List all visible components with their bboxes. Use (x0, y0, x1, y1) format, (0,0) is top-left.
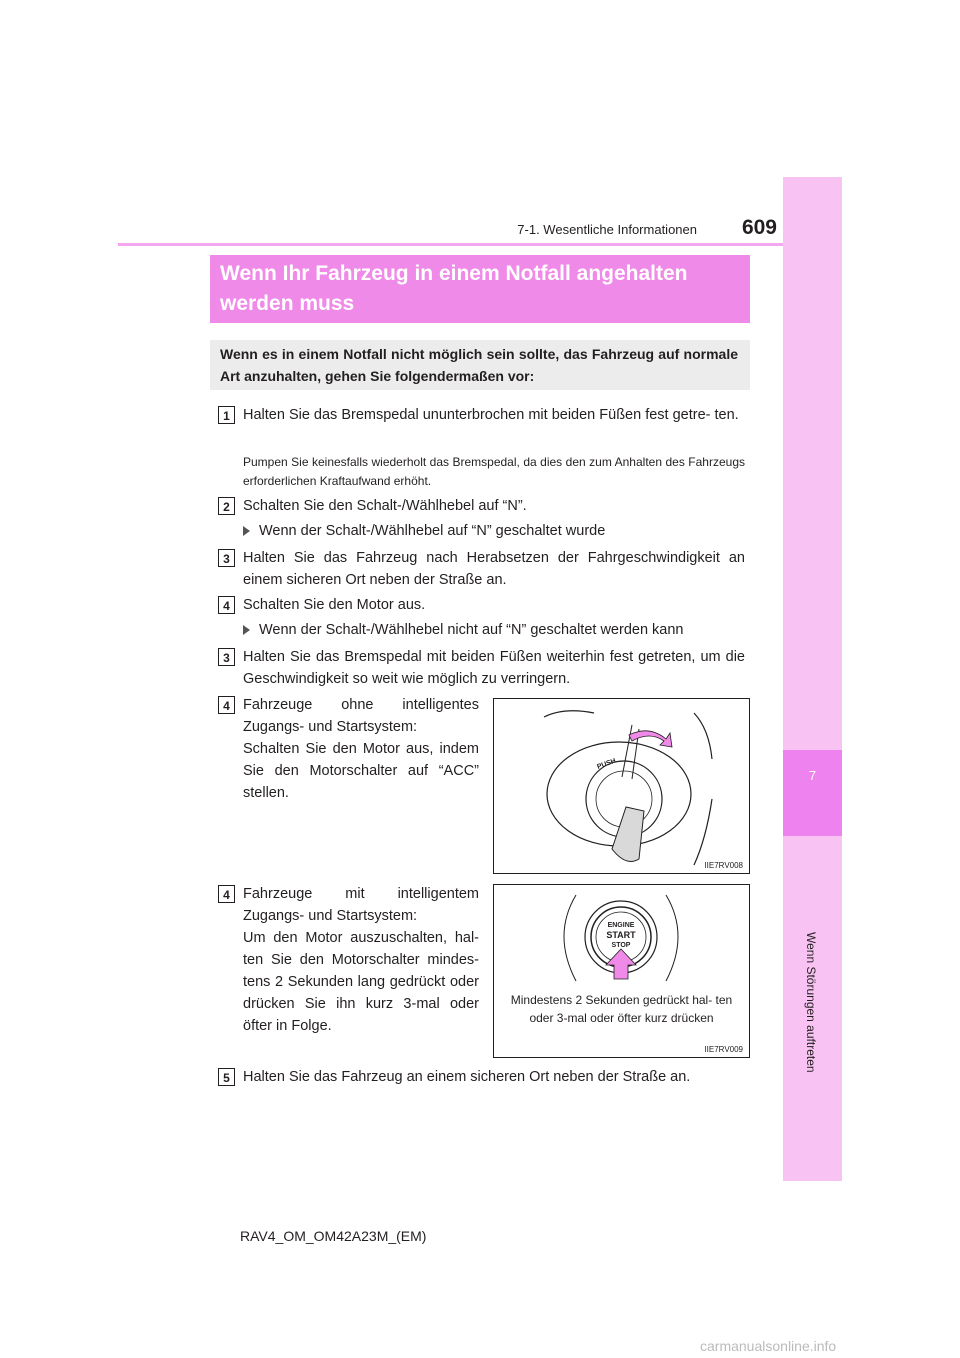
step-number: 3 (218, 549, 235, 567)
chapter-title: Wenn Störungen auftreten (804, 932, 818, 1073)
step-text: Halten Sie das Fahrzeug an einem sicheren Ort neben der Straße an. (243, 1069, 691, 1085)
triangle-bullet-icon (243, 625, 250, 635)
step-number: 2 (218, 497, 235, 515)
step-note: Pumpen Sie keinesfalls wiederholt das Bremspedal, da dies den zum Anhalten des Fahrzeugs erforderlichen Kraftaufwand erhöht. (243, 455, 745, 488)
step-text: Halten Sie das Bremspedal ununterbrochen mit beiden Füßen fest getre- ten. (243, 407, 739, 423)
page-number: 609 (741, 216, 777, 239)
page-title (210, 255, 750, 323)
figure-code: IIE7RV008 (704, 861, 743, 870)
push-label: PUSH (596, 757, 617, 771)
step-text-body: Um den Motor auszuschalten, hal- ten Sie den Motorschalter mindes- tens 2 Sekunden lang gedrückt oder drücken Sie ihn kurz 3-mal oder öfter in Folge. (243, 930, 479, 1034)
figure-caption: Mindestens 2 Sekunden gedrückt hal- ten oder 3-mal oder öfter kurz drücken (510, 993, 733, 1025)
step-number: 4 (218, 696, 235, 714)
step-text-line: Zugangs- und Startsystem: (243, 908, 418, 924)
case-heading (243, 520, 745, 542)
step-text-body: Schalten Sie den Motor aus, indem Sie den Motorschalter auf “ACC” stellen. (243, 741, 479, 801)
intro-text: Wenn es in einem Notfall nicht möglich sein sollte, das Fahrzeug auf normale Art anzuhalten, gehen Sie folgendermaßen vor: (210, 340, 750, 390)
step-text (243, 883, 479, 1037)
document-code: RAV4_OM_OM42A23M_(EM) (240, 1228, 427, 1244)
step-text: Schalten Sie den Schalt-/Wählhebel auf “N”. (243, 498, 527, 514)
engine-start-button-figure (493, 884, 750, 1058)
step-text (243, 694, 479, 804)
engine-start-stop-button-icon (494, 885, 749, 995)
case-text: Wenn der Schalt-/Wählhebel nicht auf “N” geschaltet werden kann (259, 622, 684, 638)
step-text: Halten Sie das Fahrzeug nach Herabsetzen der Fahrgeschwindigkeit an einem sicheren Ort neben der Straße an. (243, 550, 745, 588)
ignition-key-icon (494, 699, 749, 873)
watermark: carmanualsonline.info (700, 1338, 837, 1354)
section-title: 7-1. Wesentliche Informationen (517, 222, 697, 237)
triangle-bullet-icon (243, 526, 250, 536)
stop-label: STOP (611, 942, 631, 949)
header-rule (118, 243, 783, 246)
step-text: Halten Sie das Bremspedal mit beiden Füßen weiterhin fest getreten, um die Geschwindigkeit so weit wie möglich zu verringern. (243, 649, 745, 687)
step-text-line: Fahrzeuge mit intelligentem (243, 886, 479, 902)
step-text-line: Fahrzeuge ohne intelligentes (243, 697, 479, 713)
start-label: START (606, 930, 636, 940)
engine-label: ENGINE (607, 922, 635, 929)
step-number: 1 (218, 406, 235, 424)
ignition-switch-figure (493, 698, 750, 874)
case-heading (243, 619, 745, 641)
step-text-line: Zugangs- und Startsystem: (243, 719, 418, 735)
step-number: 5 (218, 1068, 235, 1086)
page-title-line1: Wenn Ihr Fahrzeug in einem Notfall angehalten (220, 262, 688, 285)
chapter-tab-active[interactable] (783, 750, 842, 836)
step-number: 3 (218, 648, 235, 666)
case-text: Wenn der Schalt-/Wählhebel auf “N” geschaltet wurde (259, 523, 606, 539)
page-title-line2: werden muss (220, 292, 355, 315)
step-number: 4 (218, 596, 235, 614)
figure-code: IIE7RV009 (704, 1045, 743, 1054)
step-number: 4 (218, 885, 235, 903)
step-text: Schalten Sie den Motor aus. (243, 597, 426, 613)
chapter-number: 7 (808, 768, 817, 783)
